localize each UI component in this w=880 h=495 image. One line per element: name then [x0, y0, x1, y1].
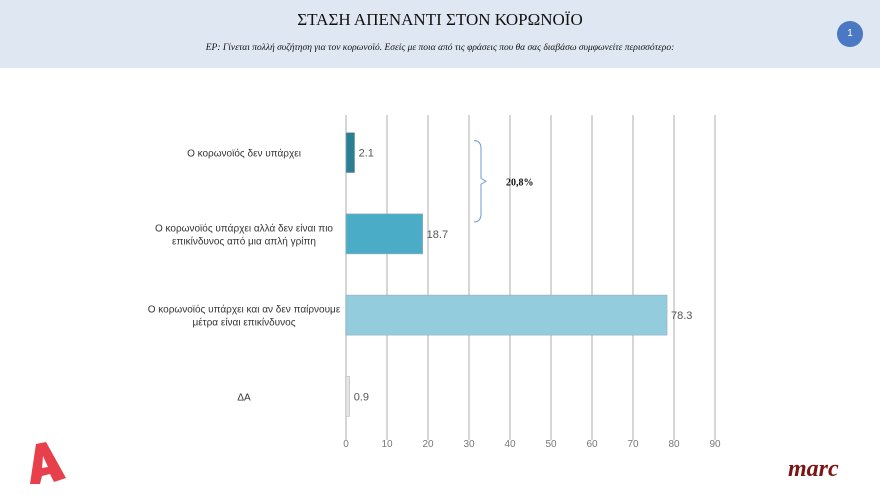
x-tick-label: 20 [422, 439, 434, 450]
category-label: Ο κορωνοϊός δεν υπάρχει [187, 148, 301, 160]
x-tick-label: 30 [463, 439, 475, 450]
bar [346, 214, 423, 254]
data-label: 78.3 [671, 310, 693, 323]
data-label: 0.9 [353, 391, 369, 404]
x-tick-label: 80 [668, 439, 680, 450]
x-tick-label: 50 [545, 439, 557, 450]
bar [346, 295, 667, 335]
annotation-label: 20,8% [506, 177, 534, 189]
x-tick-label: 90 [709, 439, 721, 450]
page-number-badge: 1 [837, 21, 863, 47]
category-label: ΔΑ [237, 392, 251, 404]
x-tick-label: 0 [343, 439, 349, 450]
category-label: Ο κορωνοϊός υπάρχει και αν δεν παίρνουμε [147, 304, 341, 316]
data-label: 18.7 [426, 228, 449, 241]
category-label: Ο κορωνοϊός υπάρχει αλλά δεν είναι πιο [155, 223, 333, 235]
x-tick-label: 10 [381, 439, 393, 450]
category-label: επικίνδυνος από μια απλή γρίπη [172, 236, 316, 248]
category-label: μέτρα είναι επικίνδυνος [192, 317, 296, 329]
data-label: 2.1 [358, 147, 374, 160]
bar [346, 133, 355, 173]
x-tick-label: 40 [504, 439, 516, 450]
x-tick-label: 70 [627, 439, 639, 450]
x-tick-label: 60 [586, 439, 598, 450]
question-text: ΕΡ: Γίνεται πολλή συζήτηση για τον κορωνοϊό. Εσείς με ποια από τις φράσεις που θα σας διαβάσω συμφωνείτε περισσότερο: [205, 43, 675, 53]
bar [346, 376, 350, 416]
bracket [474, 141, 486, 222]
marc-logo: marc [788, 456, 839, 482]
page-title: ΣΤΑΣΗ ΑΠΕΝΑΝΤΙ ΣΤΟΝ ΚΟΡΩΝΟΪΟ [297, 10, 583, 29]
